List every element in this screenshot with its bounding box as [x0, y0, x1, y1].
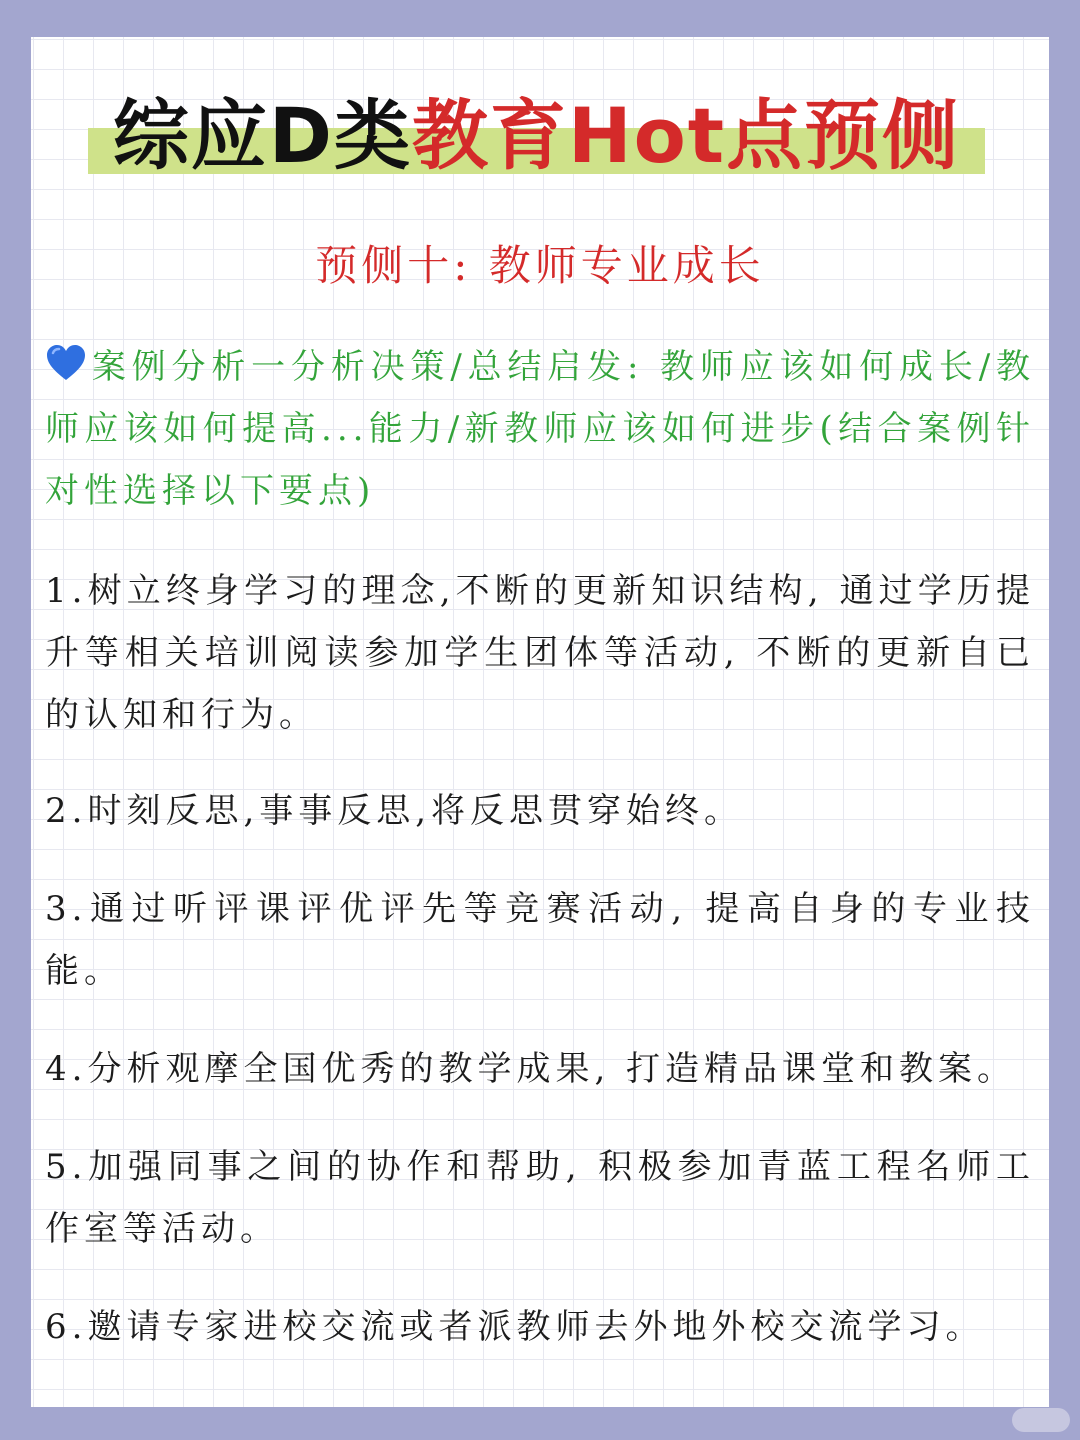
title-block — [88, 86, 985, 186]
point-1: 1.树立终身学习的理念,不断的更新知识结构, 通过学历提升等相关培训阅读参加学生团体等活动, 不断的更新自已的认知和行为。 — [45, 571, 1035, 735]
intro-paragraph — [45, 336, 1035, 522]
point-6: 6.邀请专家进校交流或者派教师去外地外校交流学习。 — [45, 1307, 985, 1347]
page-subtitle: 预侧十: 教师专业成长 — [315, 241, 765, 290]
page-title — [88, 86, 985, 186]
blue-heart-icon — [45, 344, 87, 382]
intro-text: 案例分析一分析决策/总结启发: 教师应该如何成长/教师应该如何提高...能力/新教师应该如何进步(结合案例针对性选择以下要点) — [45, 347, 1035, 511]
point-3: 3.通过听评课评优评先等竞赛活动, 提高自身的专业技能。 — [45, 889, 1035, 991]
title-part-black: 综应D类 — [112, 91, 412, 180]
point-4: 4.分析观摩全国优秀的教学成果, 打造精品课堂和教案。 — [45, 1049, 1017, 1089]
point-2: 2.时刻反思,事事反思,将反思贯穿始终。 — [45, 791, 744, 831]
watermark-badge — [1012, 1408, 1070, 1432]
title-part-red: 教育Hot点预侧 — [411, 91, 961, 180]
point-5: 5.加强同事之间的协作和帮助, 积极参加青蓝工程名师工作室等活动。 — [45, 1147, 1035, 1249]
